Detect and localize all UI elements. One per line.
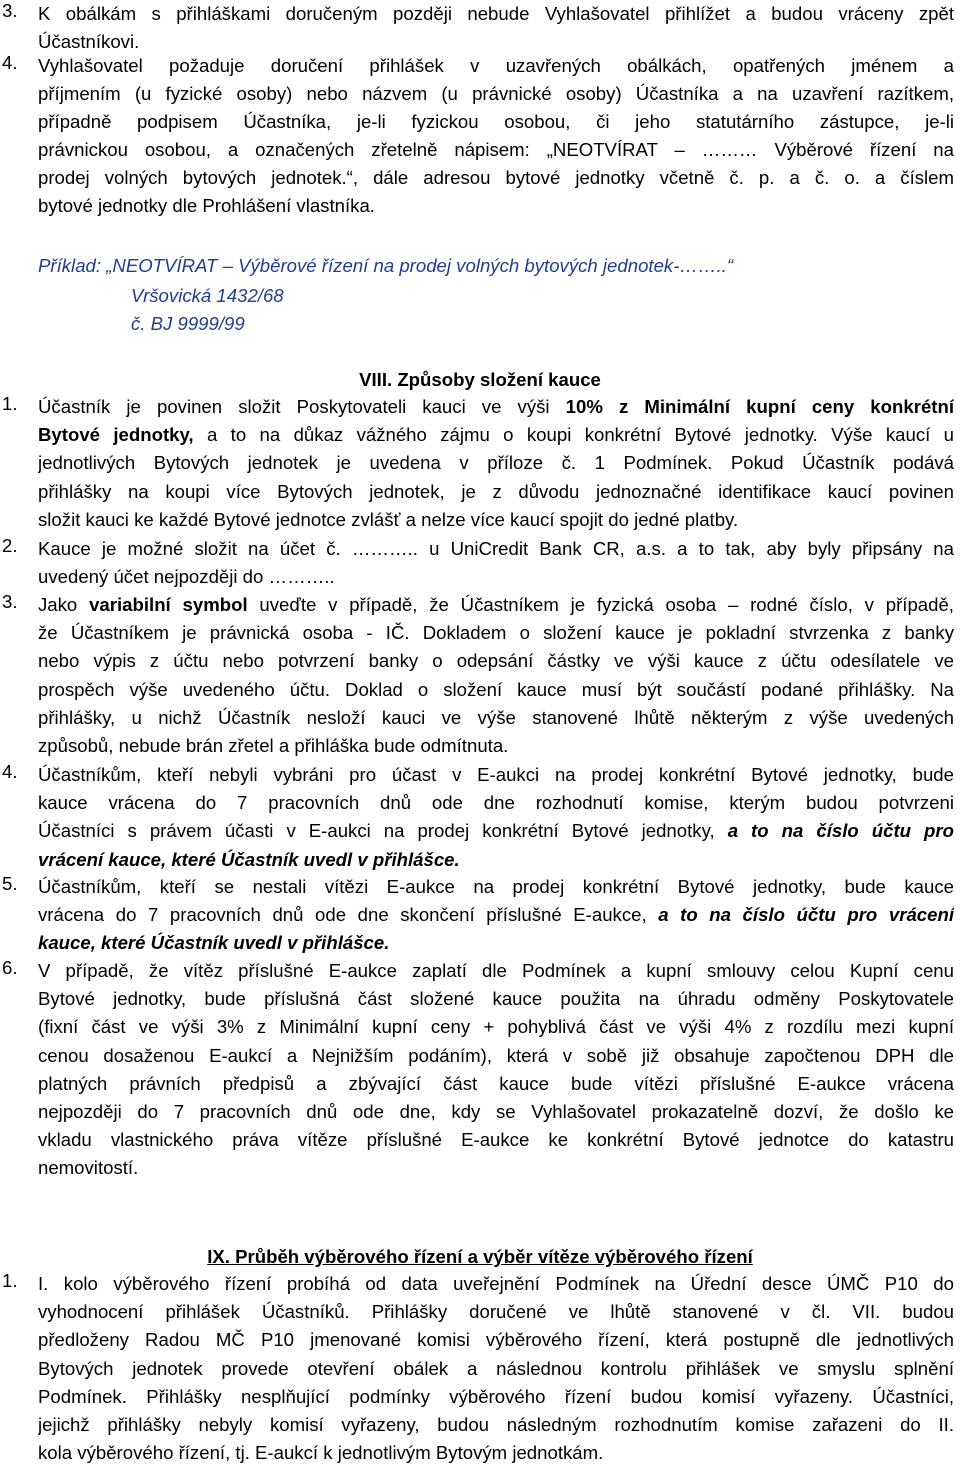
text-run: (fixní část ve výši 3% z Minimální kupní ceny + pohyblivá část ve výši 4% z rozdílu mezi kupní (38, 1016, 954, 1038)
text-run: jednotlivých Bytových jednotek je uvedena v příloze č. 1 Podmínek. Pokud Účastník podává (38, 452, 954, 474)
text-line (38, 957, 954, 985)
item-number: 4. (2, 761, 18, 782)
text-run: platných právních předpisů a zbývající část kauce bude vítězi příslušné E-aukce vrácena (38, 1072, 954, 1094)
text-line (38, 619, 954, 647)
text-line: prodej volných bytových jednotek.“, dále adresou bytové jednotky včetně č. p. a č. o. a číslem (38, 167, 954, 188)
text-line (38, 1042, 954, 1070)
text-line (38, 1355, 954, 1383)
item-number: 3. (2, 591, 18, 612)
item-number: 6. (2, 957, 18, 978)
text-run: Účastníkům, kteří se nestali vítězi E-aukce na prodej konkrétní Bytové jednotky, bude kauce (38, 876, 954, 897)
text-run: Bytové jednotky, bude příslušná část složené kauce použita na úhradu odměny Poskytovatele (38, 988, 954, 1010)
text-line (38, 1298, 954, 1326)
text-run: a to na číslo účtu pro vrácení (658, 904, 954, 926)
text-line (38, 421, 954, 449)
text-run: Jako (38, 594, 90, 615)
text-run: nemovitostí. (38, 1157, 139, 1179)
text-run: prospěch výše uvedeného účtu. Doklad o složení kauce musí být součástí podané přihlášky. Na (38, 678, 954, 700)
item-number: 1. (2, 1270, 18, 1291)
text-run: přihlášky na koupi více Bytových jednotek, je z důvodu jednoznačné identifikace kaucí povinen (38, 480, 954, 502)
text-line (38, 846, 954, 874)
text-line (38, 789, 954, 817)
item-number: 3. (2, 0, 18, 21)
text-run: kauce vrácena do 7 pracovních dnů ode dne rozhodnutí komise, kterým budou potvrzeni (38, 792, 954, 814)
text-run: Podmínek. Přihlášky nesplňující podmínky výběrového řízení budou komisí vyřazeny. Účastníci, (38, 1385, 954, 1407)
text-run: složit kauci ke každé Bytové jednotce zvlášť a nelze více kaucí spojit do jedné platby. (38, 508, 739, 530)
text-line (38, 676, 954, 704)
example-line: Vršovická 1432/68 (131, 285, 284, 306)
text-line: právnickou osobou, a označených zřetelně nápisem: „NEOTVÍRAT – ……… Výběrové řízení na (38, 139, 954, 160)
text-line (38, 1439, 954, 1467)
text-line: Vyhlašovatel požaduje doručení přihlášek v uzavřených obálkách, opatřených jménem a (38, 55, 954, 76)
item-number: 1. (2, 393, 18, 414)
text-line (38, 535, 954, 563)
text-line (38, 732, 954, 760)
text-line (38, 929, 954, 957)
text-line (38, 591, 954, 619)
item-number: 2. (2, 535, 18, 556)
text-line (38, 1270, 954, 1298)
text-run: 10% z Minimální kupní ceny konkrétní (565, 396, 954, 417)
text-line: případně podpisem Účastníka, je-li fyzickou osobou, či jeho statutárního zástupce, je-li (38, 111, 954, 132)
text-line (38, 1098, 954, 1126)
text-run: vyhodnocení přihlášek Účastníků. Přihlášky doručené ve lhůtě stanovené v čl. VII. budou (38, 1301, 954, 1323)
text-run: kauce, které Účastník uvedl v přihlášce. (38, 932, 390, 954)
text-run: Účastníci s právem účasti v E-aukci na prodej konkrétní Bytové jednotky, (38, 820, 728, 842)
section-heading: IX. Průběh výběrového řízení a výběr vítěze výběrového řízení (207, 1246, 753, 1267)
text-run: Bytové jednotky, (38, 424, 194, 446)
text-line (38, 563, 954, 591)
text-line (38, 1326, 954, 1354)
text-line (38, 817, 954, 845)
text-line (38, 1154, 954, 1182)
example-line: č. BJ 9999/99 (131, 313, 245, 334)
text-line (38, 1126, 954, 1154)
text-run: že Účastníkem je právnická osoba - IČ. Dokladem o složení kauce je pokladní stvrzenka z banky (38, 622, 954, 644)
text-run: jejichž přihlášky nebyly komisí vyřazeny, budou následným rozhodnutím komise zařazeni do II. (38, 1414, 954, 1435)
text-run: vkladu vlastnického práva vítěze příslušné E-aukce ke konkrétní Bytové jednotce do katastru (38, 1129, 954, 1151)
text-run: vrácení kauce, které Účastník uvedl v přihlášce. (38, 848, 460, 870)
text-run: přihlášky, u nichž Účastník nesloží kauci ve výše stanovené lhůtě některým z výše uvedených (38, 706, 954, 728)
example-line: Příklad: „NEOTVÍRAT – Výběrové řízení na prodej volných bytových jednotek-……..“ (38, 255, 734, 276)
text-line (38, 478, 954, 506)
text-line: Účastníkovi. (38, 31, 140, 52)
text-line (38, 449, 954, 477)
text-line (38, 704, 954, 732)
text-run: a to na důkaz vážného zájmu o koupi konkrétní Bytové jednotky. Výše kaucí u (193, 424, 954, 446)
text-run: Bytových jednotek provede otevření obálek a následnou kontrolu přihlášek ve smyslu splnění (38, 1357, 954, 1379)
text-run: uvedený účet nejpozději do ……….. (38, 566, 335, 588)
text-line: bytové jednotky dle Prohlášení vlastníka. (38, 195, 375, 216)
text-run: cenou dosaženou E-aukcí a Nejnižším podáním), která v sobě již obsahuje započtenou DPH dle (38, 1044, 954, 1066)
text-run: vrácena do 7 pracovních dnů ode dne skončení příslušné E-aukce, (38, 904, 659, 926)
text-line (38, 873, 954, 901)
text-line: příjmením (u fyzické osoby) nebo názvem (u právnické osoby) Účastníka a na uzavření razítkem, (38, 83, 954, 104)
item-number: 4. (2, 52, 18, 73)
text-line (38, 901, 954, 929)
text-run: Účastníkům, kteří nebyli vybráni pro účast v E-aukci na prodej konkrétní Bytové jednotky, bude (38, 764, 954, 785)
text-run: variabilní symbol (89, 594, 248, 615)
text-run: a to na číslo účtu pro (727, 820, 954, 842)
section-heading: VIII. Způsoby složení kauce (359, 369, 601, 390)
item-number: 5. (2, 873, 18, 894)
text-line (38, 506, 954, 534)
text-run: Účastník je povinen složit Poskytovateli kauci ve výši (38, 396, 566, 417)
text-run: V případě, že vítěz příslušné E-aukce zaplatí dle Podmínek a kupní smlouvy celou Kupní cenu (38, 960, 954, 981)
text-line (38, 647, 954, 675)
text-run: předloženy Radou MČ P10 jmenované komisi výběrového řízení, která postupně dle jednotlivých (38, 1329, 954, 1351)
text-run: nejpozději do 7 pracovních dnů ode dne, kdy se Vyhlašovatel prokazatelně dozví, že došlo ke (38, 1101, 954, 1122)
text-run: způsobů, nebude brán zřetel a přihláška bude odmítnuta. (38, 735, 509, 756)
text-run: uveďte v případě, že Účastníkem je fyzická osoba – rodné číslo, v případě, (247, 594, 954, 615)
text-line (38, 761, 954, 789)
text-line: K obálkám s přihláškami doručeným později nebude Vyhlašovatel přihlížet a budou vráceny zpět (38, 3, 954, 24)
text-run: kola výběrového řízení, tj. E-aukcí k jednotlivým Bytovým jednotkám. (38, 1442, 604, 1464)
text-line (38, 1411, 954, 1439)
text-line (38, 1070, 954, 1098)
text-line (38, 985, 954, 1013)
text-line (38, 1383, 954, 1411)
text-line (38, 393, 954, 421)
text-run: nebo výpis z účtu nebo potvrzení banky o odepsání částky ve výši kauce z účtu odesílatele ve (38, 650, 954, 672)
text-line (38, 1013, 954, 1041)
text-run: I. kolo výběrového řízení probíhá od data uveřejnění Podmínek na Úřední desce ÚMČ P10 do (38, 1273, 954, 1294)
text-run: Kauce je možné složit na účet č. ……….. u UniCredit Bank CR, a.s. a to tak, aby byly připsány na (38, 538, 954, 559)
